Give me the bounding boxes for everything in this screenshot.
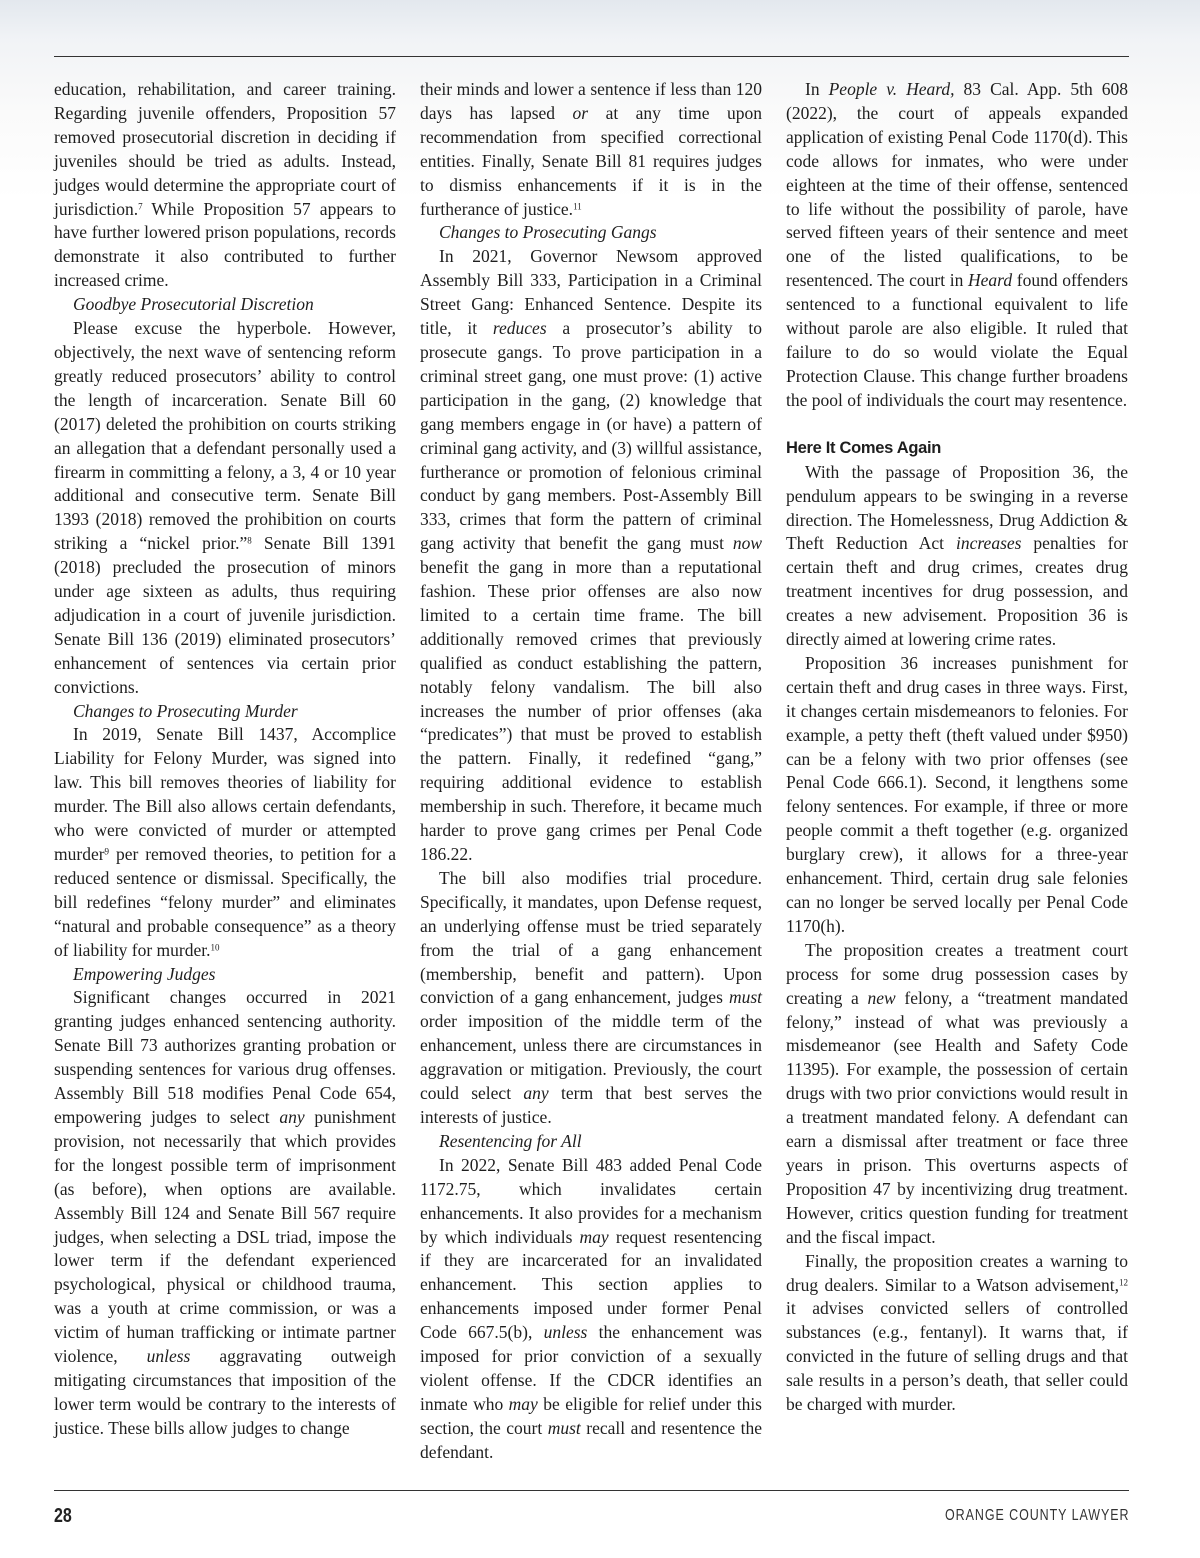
subheading: Changes to Prosecuting Murder [73, 700, 298, 721]
publication-name: ORANGE COUNTY LAWYER [944, 1507, 1129, 1524]
subheading: Goodbye Prosecutorial Discretion [73, 294, 314, 315]
footnote-ref: 12 [1119, 1277, 1128, 1288]
subheading: Resentencing for All [439, 1130, 582, 1151]
paragraph: Finally, the proposition creates a warning to drug dealers. Similar to a Watson advisement,$^{12}$ it advises convicted sellers of controlled substances (e.g., fentanyl). It warns that, if convicted in the future of selling drugs and that sale results in a person’s death, that seller could be charged with murder. [786, 1250, 1128, 1415]
footnote-ref: 8 [247, 535, 252, 546]
case-name: Heard [968, 270, 1013, 291]
footnote-ref: 11 [573, 201, 582, 212]
subheading: Changes to Prosecuting Gangs [439, 222, 657, 243]
header-rule [54, 56, 1129, 57]
paragraph: The proposition creates a treatment court process for some drug possession cases by creating a new felony, a “treatment mandated felony,” instead of what was previously a misdemeanor (see Health and Safety Code 11395). For example, the possession of certain drugs with two prior convictions would result in a treatment mandated felony. A defendant can earn a dismissal after treatment or face three years in prison. This overturns aspects of Proposition 47 by incentivizing drug treatment. However, critics question funding for treatment and the fiscal impact. [786, 939, 1128, 1247]
footnote-ref: 7 [138, 201, 143, 212]
column-1 [54, 78, 396, 1441]
column-3 [786, 78, 1128, 1417]
paragraph: In People v. Heard, 83 Cal. App. 5th 608 (2022), the court of appeals expanded application of existing Penal Code 1170(d). This code allows for inmates, who were under eighteen at the time of their offense, sentenced to life without the possibility of parole, have served fifteen years of their sentence and meet one of the listed qualifications, to be resentenced. The court in Heard found offenders sentenced to a functional equivalent to life without parole are also eligible. It ruled that failure to do so would violate the Equal Protection Clause. This change further broadens the pool of individuals the court may resentence. [786, 79, 1129, 410]
footnote-ref: 10 [210, 942, 220, 953]
subheading: Empowering Judges [73, 963, 216, 984]
paragraph: Proposition 36 increases punishment for certain theft and drug cases in three ways. First, it changes certain misdemeanors to felonies. For example, a petty theft (theft valued under $950) can be a felony with two prior offenses (see Penal Code 666.1). Second, it lengthens some felony sentences. For example, if three or more people commit a theft together (e.g. organized burglary crew), it allows for a three-year enhancement. Third, certain drug sale felonies can no longer be served locally per Penal Code 1170(h). [786, 652, 1128, 936]
case-name: People v. Heard, [828, 79, 955, 99]
paragraph: With the passage of Proposition 36, the pendulum appears to be swinging in a reverse direction. The Homelessness, Drug Addiction & Theft Reduction Act increases penalties for certain theft and drug crimes, creates drug treatment incentives for drug possession, and creates a new advisement. Proposition 36 is directly aimed at lowering crime rates. [786, 461, 1128, 650]
paragraph: Please excuse the hyperbole. However, objectively, the next wave of sentencing reform greatly reduced prosecutors’ ability to control the length of incarceration. Senate Bill 60 (2017) deleted the prohibition on courts striking an allegation that a defendant personally used a firearm in committing a felony, a 3, 4 or 10 year additional and consecutive term. Senate Bill 1393 (2018) removed the prohibition on courts striking a “nickel prior.”$^8$ Senate Bill 1391 (2018) precluded the prosecution of minors under age sixteen as adults, thus requiring adjudication in a court of juvenile jurisdiction. Senate Bill 136 (2019) eliminated prosecutors’ enhancement of sentences via certain prior convictions. [54, 318, 396, 697]
paragraph: Significant changes occurred in 2021 granting judges enhanced sentencing authority. Senate Bill 73 authorizes granting probation or suspending sentences for various drug offenses. Assembly Bill 518 modifies Penal Code 654, empowering judges to select any punishment provision, not necessarily that which provides for the longest possible term of imprisonment (as before), when options are available. Assembly Bill 124 and Senate Bill 567 require judges, when selecting a DSL triad, impose the lower term if the defendant experienced psychological, physical or childhood trauma, was a youth at crime commission, or was a victim of human trafficking or intimate partner violence, unless aggravating outweigh mitigating circumstances that imposition of the lower term would be contrary to the interests of justice. These bills allow judges to change [54, 987, 396, 1438]
column-2 [420, 78, 762, 1465]
paragraph: The bill also modifies trial procedure. Specifically, it mandates, upon Defense request, an underlying offense must be tried separately from the trial of a gang enhancement (membership, benefit and pattern). Upon conviction of a gang enhancement, judges must order imposition of the middle term of the enhancement, unless there are circumstances in aggravation or mitigation. Previously, the court could select any term that best serves the interests of justice. [420, 867, 762, 1127]
paragraph: In 2019, Senate Bill 1437, Accomplice Liability for Felony Murder, was signed into law. This bill removes theories of liability for murder. The Bill also allows certain defendants, who were convicted of murder or attempted murder$^9$ per removed theories, to petition for a reduced sentence or dismissal. Specifically, the bill redefines “felony murder” and eliminates “natural and probable consequence” as a theory of liability for murder.$^{10}$ [54, 724, 396, 960]
paragraph: In 2022, Senate Bill 483 added Penal Code 1172.75, which invalidates certain enhancements. It also provides for a mechanism by which individuals may request resentencing if they are incarcerated for an invalidated enhancement. This section applies to enhancements imposed under former Penal Code 667.5(b), unless the enhancement was imposed for prior conviction of a sexually violent offense. If the CDCR identifies an inmate who may be eligible for relief under this section, the court must recall and resentence the defendant. [420, 1154, 763, 1462]
footnote-ref: 9 [104, 846, 110, 857]
section-heading: Here It Comes Again [786, 438, 942, 457]
page-number: 28 [54, 1505, 72, 1527]
paragraph: their minds and lower a sentence if less than 120 days has lapsed or at any time upon recommendation from specified correctional entities. Finally, Senate Bill 81 requires judges to dismiss enhancements if it is in the furtherance of justice.$^{11}$ [420, 79, 762, 219]
paragraph: education, rehabilitation, and career training. Regarding juvenile offenders, Proposition 57 removed prosecutorial discretion in deciding if juveniles should be tried as adults. Instead, judges would determine the appropriate court of jurisdiction.$^7$ While Proposition 57 appears to have further lowered prison populations, records demonstrate it also contributed to further increased crime. [54, 79, 396, 291]
footer-rule [54, 1490, 1129, 1491]
paragraph: In 2021, Governor Newsom approved Assembly Bill 333, Participation in a Criminal Street Gang: Enhanced Sentence. Despite its title, it reduces a prosecutor’s ability to prosecute gangs. To prove participation in a criminal street gang, one must prove: (1) active participation in the gang, (2) knowledge that gang members engage in (or have) a pattern of criminal gang activity, and (3) willful assistance, furtherance or promotion of felonious criminal conduct by gang members. Post-Assembly Bill 333, crimes that form the pattern of criminal gang activity that benefit the gang must now benefit the gang in more than a reputational fashion. These prior offenses are also now limited to a certain time frame. The bill additionally removed crimes that previously qualified as conduct establishing the pattern, notably felony vandalism. The bill also increases the number of prior offenses (aka “predicates”) that must be proved to establish the pattern. Finally, it redefined “gang,” requiring additional evidence to establish membership in such. Therefore, it became much harder to prove gang crimes per Penal Code 186.22. [420, 246, 762, 864]
